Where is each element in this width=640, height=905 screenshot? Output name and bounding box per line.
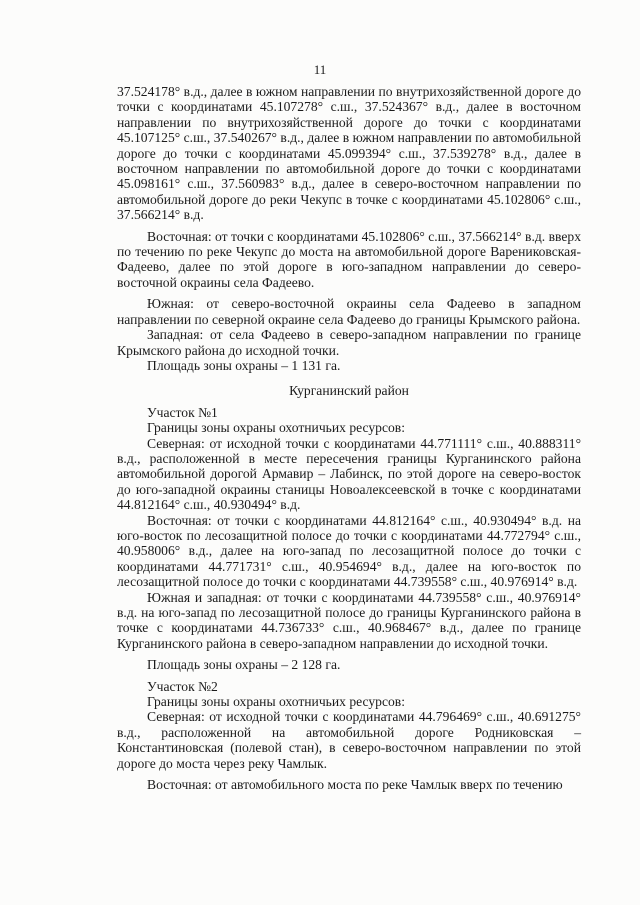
paragraph: Площадь зоны охраны – 1 131 га.: [147, 357, 341, 373]
district-heading: Курганинский район: [289, 383, 409, 399]
paragraph: Западная: от села Фадеево в северо-западном направлении по границе Крымского района до исходной точки.: [117, 327, 581, 358]
document-body: [117, 84, 581, 792]
section-title: Участок №2: [147, 678, 218, 694]
paragraph: Южная и западная: от точки с координатами 44.739558° с.ш., 40.976914° в.д. на юго-запад по лесозащитной полосе до границы Курганинского района в точке с координатами 44.736733° с.ш., 40.968467° в.д., далее по границе Курганинского района в северо-западном направлении до исходной точки.: [117, 589, 581, 651]
paragraph: Северная: от исходной точки с координатами 44.796469° с.ш., 40.691275° в.д., расположенной на автомобильной дороге Родниковская – Константиновская (полевой стан), в северо-восточном направлении по этой дороге до моста через реку Чамлык.: [117, 709, 581, 771]
paragraph: Восточная: от точки с координатами 45.102806° с.ш., 37.566214° в.д. вверх по течению по реке Чекупс до моста на автомобильной дороге Варениковская-Фадеево, далее по этой дороге в юго-западном направлении до северо-восточной окраины села Фадеево.: [117, 228, 581, 290]
page-number: 11: [313, 62, 327, 77]
paragraph: Южная: от северо-восточной окраины села Фадеево в западном направлении по северной окраине села Фадеево до границы Крымского района.: [117, 296, 581, 327]
paragraph: Восточная: от автомобильного моста по реке Чамлык вверх по течению: [147, 777, 563, 793]
paragraph: Границы зоны охраны охотничьих ресурсов:: [147, 420, 405, 436]
paragraph: Площадь зоны охраны – 2 128 га.: [147, 657, 341, 673]
paragraph: Восточная: от точки с координатами 44.812164° с.ш., 40.930494° в.д. на юго-восток по лесозащитной полосе до точки с координатами 44.772794° с.ш., 40.958006° в.д., далее на юго-запад по лесозащитной полосе до точки с координатами 44.771731° с.ш., 40.954694° в.д., далее на юго-восток по лесозащитной полосе до точки с координатами 44.739558° с.ш., 40.976914° в.д.: [117, 512, 581, 590]
paragraph: Северная: от исходной точки с координатами 44.771111° с.ш., 40.888311° в.д., расположенной в месте пересечения границы Курганинского района автомобильной дорогой Армавир – Лабинск, по этой дороге на северо-восток до юго-западной окраины станицы Новоалексеевской в точке с координатами 44.812164° с.ш., 40.930494° в.д.: [117, 435, 581, 513]
section-title: Участок №1: [147, 404, 218, 420]
paragraph: 37.524178° в.д., далее в южном направлении по внутрихозяйственной дороге до точки с координатами 45.107278° с.ш., 37.524367° в.д., далее в восточном направлении по внутрихозяйственной дороге до точки с координатами 45.107125° с.ш., 37.540267° в.д., далее в южном направлении по автомобильной дороге до точки с координатами 45.099394° с.ш., 37.539278° в.д., далее в восточном направлении по автомобильной дороге до точки с координатами 45.098161° с.ш., 37.560983° в.д., далее в северо-восточном направлении по автомобильной дороге до реки Чекупс в точке с координатами 45.102806° с.ш., 37.566214° в.д.: [117, 84, 581, 223]
paragraph: Границы зоны охраны охотничьих ресурсов:: [147, 694, 405, 710]
